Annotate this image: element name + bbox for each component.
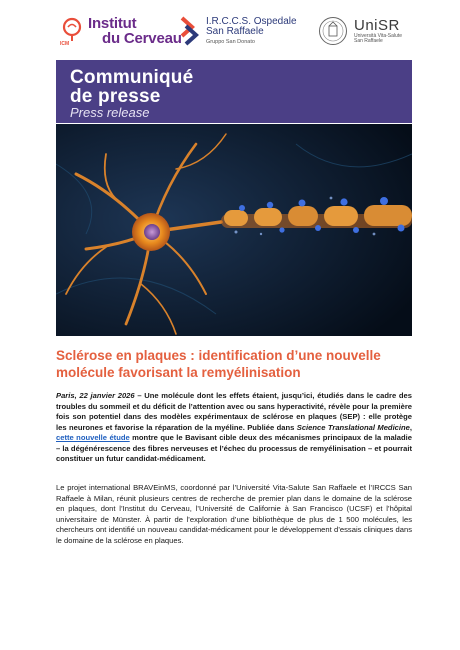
hsr-chevron-icon — [178, 15, 200, 47]
banner-subtitle: Press release — [70, 105, 150, 120]
unisr-logo[interactable] — [318, 12, 402, 50]
banner-title-line2: de presse — [70, 86, 161, 107]
lead-tail: montre que le Bavisant cible deux des mécanismes principaux de la maladie – la dégénérescence des fibres nerveuses et l’échec du processus de remyélinisation – et pourrait constituer un futur candidat-médicament. — [56, 433, 412, 463]
lead-text: – Une molécule dont les effets étaient, jusqu’ici, étudiés dans le cadre des troubles du sommeil et du déficit de l’attention avec ou sans hyperactivité, révèle pour la première fois son potentiel dans des modèles expérimentaux de sclérose en plaques (SEP) : elle protège les neurones et favorise la réparation de la myéline. Publiée dans — [56, 391, 412, 432]
neuron-image — [56, 124, 412, 336]
press-release-banner — [56, 60, 412, 123]
icm-name-line1: Institut — [88, 15, 137, 32]
journal-name: Science Translational Medicine — [296, 422, 410, 432]
study-link[interactable]: cette nouvelle étude — [56, 433, 130, 442]
lead-comma: , — [409, 422, 413, 432]
hsr-group: Gruppo San Donato — [206, 38, 255, 45]
article-title: Sclérose en plaques : identification d’une nouvelle molécule favorisant la remyélinisation — [56, 348, 381, 380]
institut-du-cerveau-logo[interactable] — [60, 12, 182, 50]
ospedale-san-raffaele-logo[interactable] — [178, 12, 297, 50]
dateline: Paris, 22 janvier 2026 — [56, 391, 135, 400]
lead-paragraph — [56, 391, 412, 465]
hsr-name-line2: San Raffaele — [206, 26, 264, 38]
banner-title-line1: Communiqué — [70, 67, 194, 88]
unisr-subname-line2: San Raffaele — [354, 37, 383, 44]
neuron-illustration — [56, 124, 412, 336]
unisr-subname-line1: Università Vita-Salute — [354, 32, 402, 39]
university-seal-icon — [318, 16, 348, 46]
header — [0, 0, 460, 58]
unisr-name: UniSR — [354, 16, 400, 34]
body-paragraph: Le projet international BRAVEinMS, coordonné par l’Université Vita-Salute San Raffaele et l’IRCCS San Raffaele à Milan, réunit plusieurs centres de recherche de premier plan dans le domaine de la sclérose en plaques, dont l’Institut du Cerveau, l’Université de Californie à San Francisco (UCSF) et l’hôpital universitaire de Münster. À partir de l’exploration d’une bibliothèque de plus de 1 500 molécules, les chercheurs ont identifié un nouveau candidat-médicament pour le développement d’essais cliniques dans le domaine de la sclérose en plaques. — [56, 483, 412, 545]
hsr-name-line1: I.R.C.C.S. Ospedale — [206, 15, 297, 27]
icm-name-line2: du Cerveau — [102, 30, 182, 47]
icm-tag: ICM — [60, 41, 70, 47]
